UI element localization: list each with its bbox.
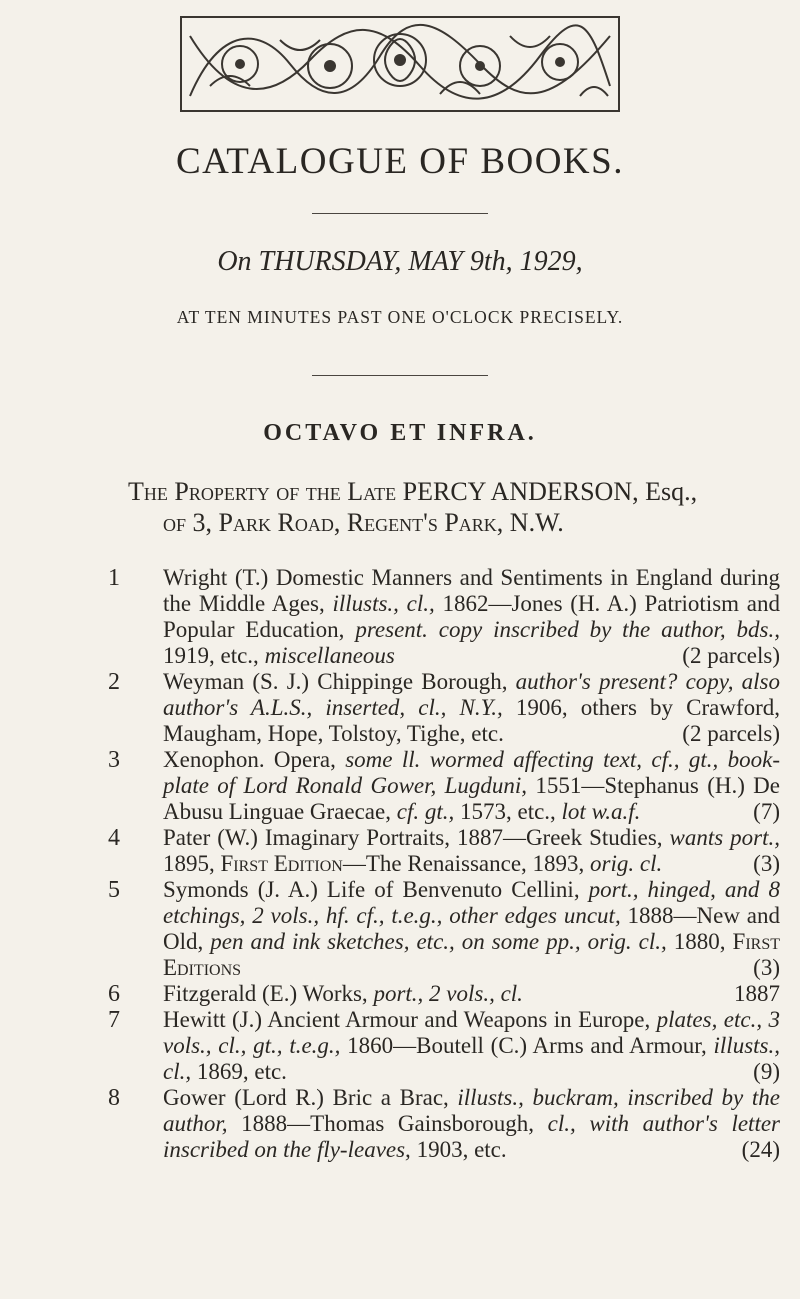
lot-text-segment: 1895,: [163, 851, 221, 876]
lot-text-segment: Xenophon. Opera,: [163, 747, 346, 772]
lot-text-segment: wants port.,: [669, 825, 780, 850]
lot-description: [163, 1085, 780, 1163]
lot-entry: [108, 565, 781, 669]
lot-quantity: 1887: [734, 981, 780, 1006]
lot-text-segment: Gower (Lord R.) Bric a Brac,: [163, 1085, 458, 1110]
lot-number: 4: [108, 825, 120, 851]
lot-text-segment: lot w.a.f.: [561, 799, 641, 824]
lot-number: 6: [108, 981, 120, 1007]
lot-number: 8: [108, 1085, 120, 1111]
sale-time: AT TEN MINUTES PAST ONE O'CLOCK PRECISELY.: [176, 307, 624, 327]
lot-text-segment: 1573, etc.,: [454, 799, 562, 824]
lot-text-segment: present. copy inscribed by the author, bds.,: [355, 617, 781, 642]
lot-text-segment: Wright (T.) Domestic Manners and Sentiments in England during the Middle Ages,: [163, 565, 780, 616]
property-owner: PERCY ANDERSON, Esq.,: [402, 477, 698, 506]
lot-number: 7: [108, 1007, 120, 1033]
lot-quantity: (2 parcels): [682, 643, 780, 668]
lot-quantity: (3): [753, 851, 780, 876]
catalogue-title: CATALOGUE OF BOOKS.: [176, 141, 624, 182]
lot-description: [163, 1007, 780, 1085]
property-label: The Property of the Late: [128, 477, 397, 506]
lot-text-segment: port., 2 vols., cl.: [373, 981, 523, 1006]
lot-number: 1: [108, 565, 120, 591]
divider-rule: [312, 375, 488, 376]
lot-entry: [108, 981, 780, 1007]
lot-text-segment: orig. cl.: [590, 851, 663, 876]
lot-entry: [108, 747, 780, 825]
lot-description: [163, 981, 780, 1007]
lot-text-segment: illusts., buckram, inscribed by the author,: [163, 1085, 780, 1136]
lot-text-segment: cf. gt.,: [396, 799, 455, 824]
lot-entry: [108, 877, 781, 981]
lot-description: [163, 877, 780, 981]
lot-description: [163, 747, 780, 825]
lot-text-segment: plates, etc., 3 vols., cl., gt., t.e.g.,: [163, 1007, 780, 1058]
lot-text-segment: miscellaneous: [264, 643, 395, 668]
lot-text-segment: —The Renaissance, 1893,: [342, 851, 591, 876]
lot-number: 2: [108, 669, 120, 695]
lot-text-segment: First Edition: [220, 851, 343, 876]
lot-text-segment: 1860—Boutell (C.) Arms and Armour,: [340, 1033, 714, 1058]
section-heading: OCTAVO ET INFRA.: [263, 420, 537, 446]
lot-text-segment: cl., with author's letter inscribed on the fly-leaves,: [163, 1111, 780, 1162]
lot-quantity: (24): [741, 1137, 780, 1162]
lot-text-segment: some ll. wormed affecting text, cf., gt., book-plate of Lord Ronald Gower, Lugduni,: [163, 747, 780, 798]
lot-text-segment: 1888—New and Old,: [163, 903, 780, 954]
lot-text-segment: Weyman (S. J.) Chippinge Borough,: [163, 669, 516, 694]
property-heading: [128, 476, 778, 538]
header-ornament: [180, 16, 620, 112]
lot-text-segment: pen and ink sketches, etc., on some pp., orig. cl.,: [210, 929, 667, 954]
lot-number: 3: [108, 747, 120, 773]
lot-list: [108, 565, 781, 1163]
lot-text-segment: 1906, others by Crawford, Maugham, Hope, Tolstoy, Tighe, etc.: [163, 695, 780, 746]
lot-quantity: (3): [753, 955, 780, 980]
lot-description: [163, 565, 780, 669]
lot-number: 5: [108, 877, 120, 903]
lot-text-segment: illusts., cl.,: [163, 1033, 780, 1084]
lot-entry: [108, 1007, 780, 1085]
divider-rule: [312, 213, 488, 214]
property-address: of 3, Park Road, Regent's Park, N.W.: [163, 508, 564, 537]
lot-quantity: (9): [753, 1059, 780, 1084]
lot-entry: [108, 825, 780, 877]
lot-entry: [108, 1085, 780, 1163]
lot-text-segment: 1869, etc.: [191, 1059, 287, 1084]
lot-text-segment: 1862—Jones (H. A.) Patriotism and Popular Education,: [163, 591, 780, 642]
lot-text-segment: 1888—Thomas Gainsborough,: [227, 1111, 548, 1136]
lot-text-segment: Fitzgerald (E.) Works,: [163, 981, 374, 1006]
decorative-scroll-ornament-icon: [180, 16, 620, 112]
lot-text-segment: 1903, etc.: [410, 1137, 507, 1162]
lot-description: [163, 825, 780, 877]
lot-text-segment: illusts., cl.,: [332, 591, 435, 616]
lot-text-segment: 1919, etc.,: [163, 643, 265, 668]
lot-text-segment: First Editions: [163, 929, 781, 980]
lot-text-segment: port., hinged, and 8 etchings, 2 vols., hf. cf., t.e.g., other edges uncut,: [163, 877, 780, 928]
lot-text-segment: author's present? copy, also author's A.L.S., inserted, cl., N.Y.,: [163, 669, 780, 720]
sale-date: On THURSDAY, MAY 9th, 1929,: [217, 246, 583, 277]
lot-description: [163, 669, 780, 747]
lot-text-segment: Hewitt (J.) Ancient Armour and Weapons in Europe,: [163, 1007, 657, 1032]
lot-quantity: (2 parcels): [682, 721, 780, 746]
lot-quantity: (7): [753, 799, 780, 824]
lot-text-segment: 1551—Stephanus (H.) De Abusu Linguae Graecae,: [163, 773, 780, 824]
lot-text-segment: 1880,: [666, 929, 733, 954]
lot-entry: [108, 669, 780, 747]
lot-text-segment: Symonds (J. A.) Life of Benvenuto Cellini,: [163, 877, 589, 902]
lot-text-segment: Pater (W.) Imaginary Portraits, 1887—Greek Studies,: [163, 825, 670, 850]
